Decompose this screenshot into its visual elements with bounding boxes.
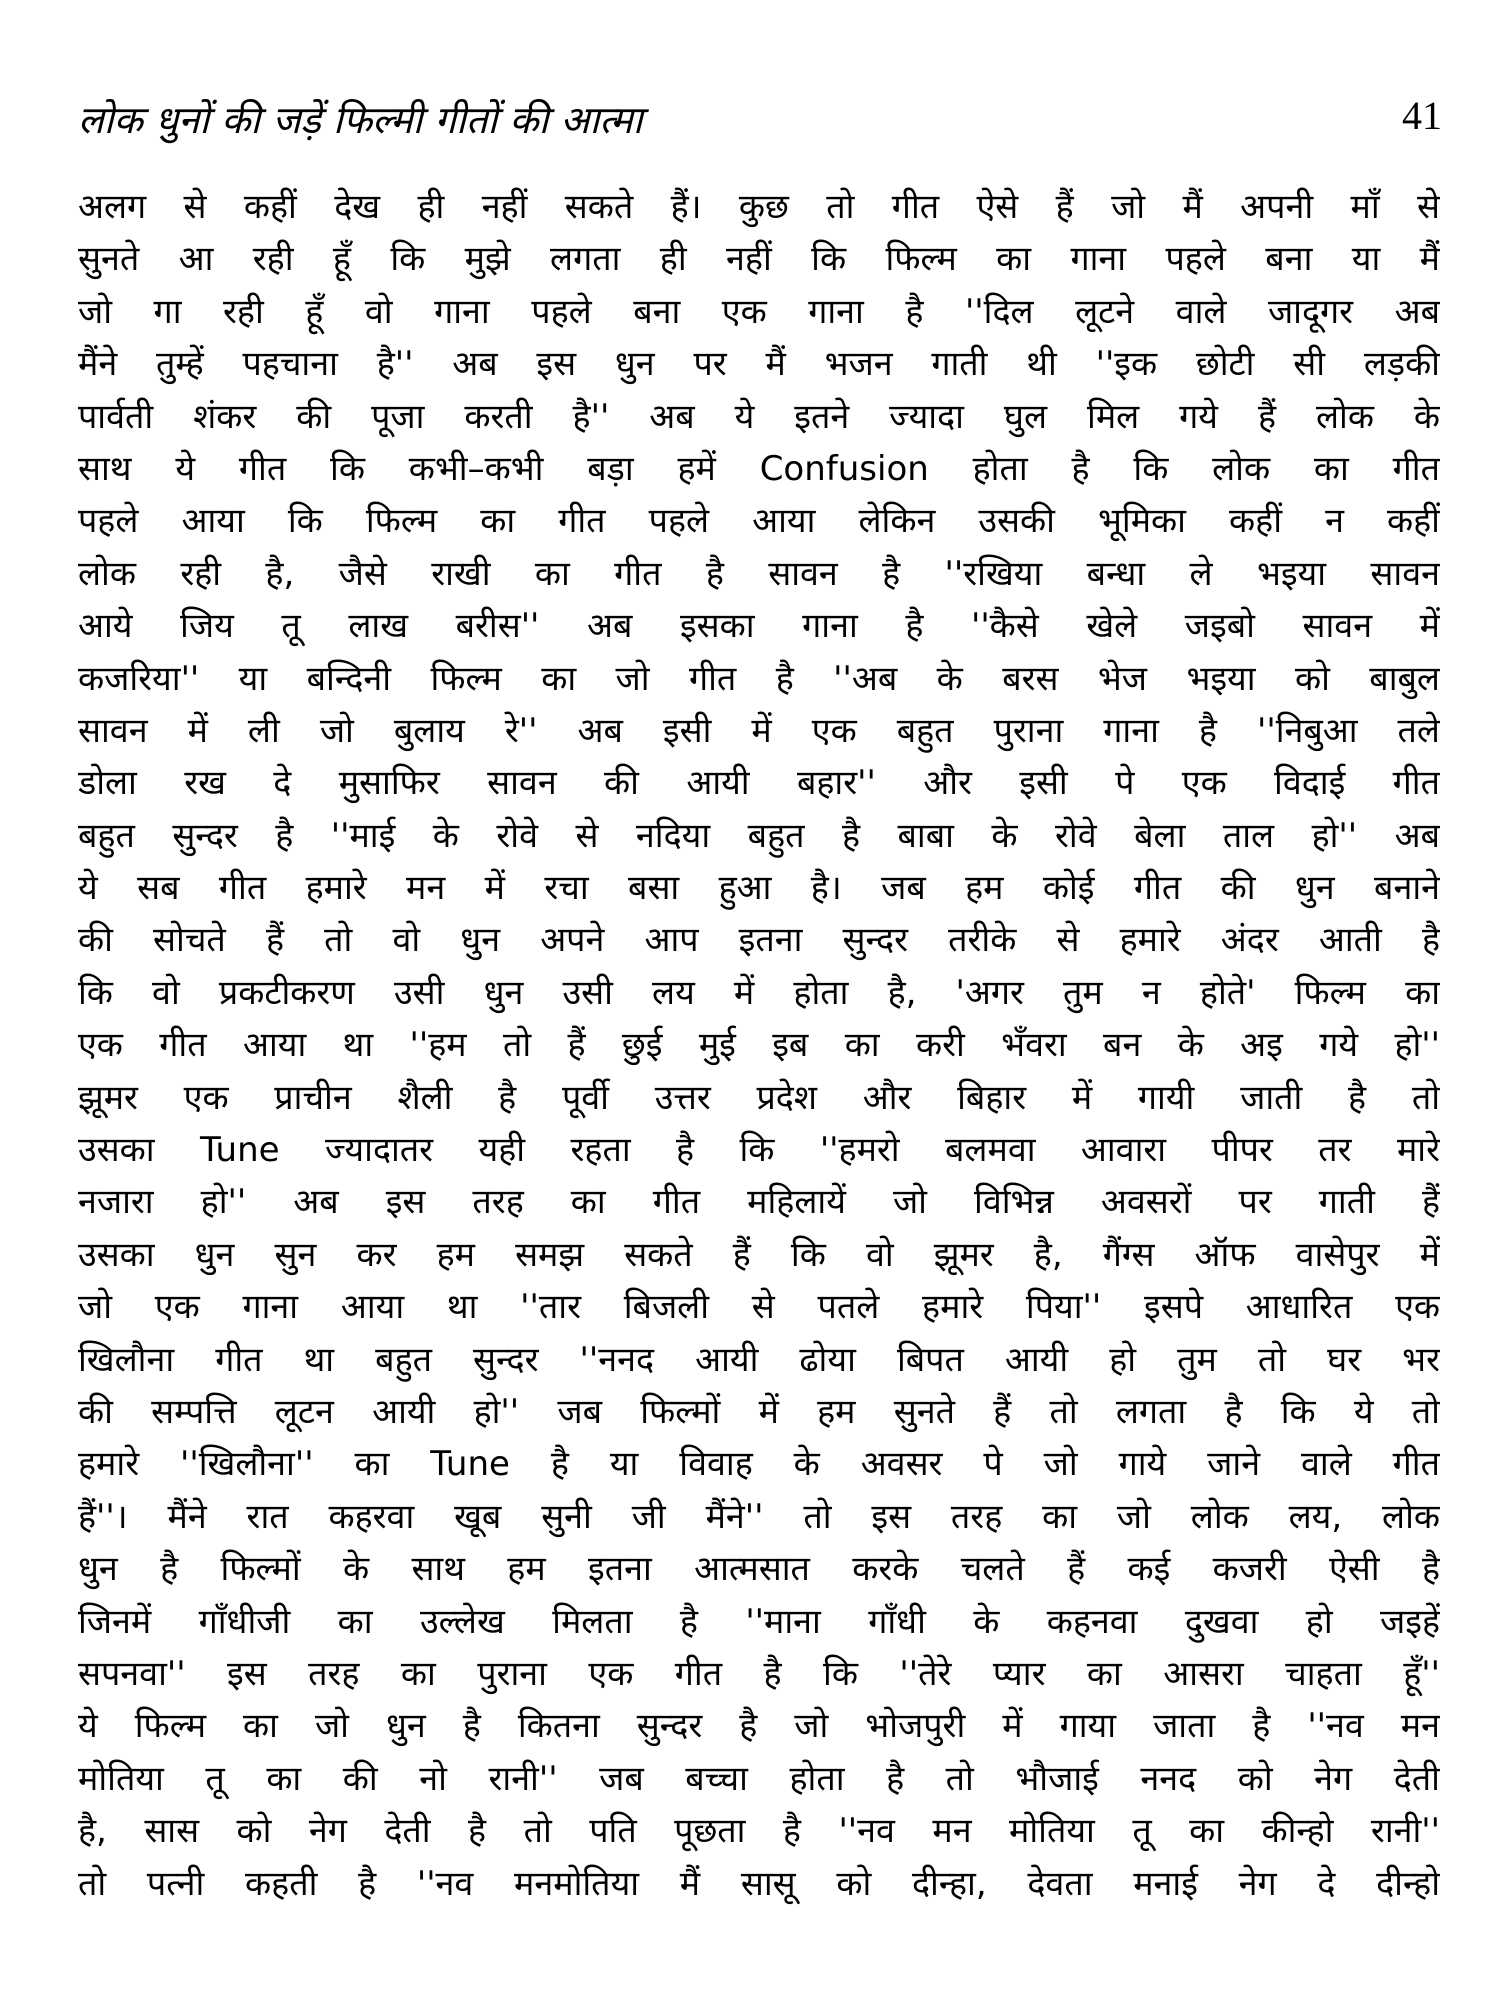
page-number: 41 — [1402, 93, 1442, 138]
text-line: डोला रख दे मुसाफिर सावन की आयी बहार'' और इसी पे एक विदाई गीत — [78, 763, 1440, 804]
text-line: सावन में ली जो बुलाय रे'' अब इसी में एक बहुत पुराना गाना है ''निबुआ तले — [78, 710, 1440, 751]
text-line: अलग से कहीं देख ही नहीं सकते हैं। कुछ तो गीत ऐसे हैं जो मैं अपनी माँ से — [78, 187, 1440, 227]
text-line: पार्वती शंकर की पूजा करती है'' अब ये इतने ज्यादा घुल मिल गये हैं लोक के — [78, 396, 1440, 437]
text-line: मैंने तुम्हें पहचाना है'' अब इस धुन पर मैं भजन गाती थी ''इक छोटी सी लड़की — [78, 344, 1440, 385]
text-line: पहले आया कि फिल्म का गीत पहले आया लेकिन उसकी भूमिका कहीं न कहीं — [78, 501, 1440, 542]
text-line: साथ ये गीत कि कभी–कभी बड़ा हमें Confusion होता है कि लोक का गीत — [78, 448, 1440, 489]
text-line: कि वो प्रकटीकरण उसी धुन उसी लय में होता है, 'अगर तुम न होते' फिल्म का — [78, 972, 1440, 1013]
text-line: हमारे ''खिलौना'' का Tune है या विवाह के अवसर पे जो गाये जाने वाले गीत — [78, 1444, 1440, 1485]
text-line: जिनमें गाँधीजी का उल्लेख मिलता है ''माना गाँधी के कहनवा दुखवा हो जइहें — [78, 1601, 1440, 1642]
text-line: मोतिया तू का की नो रानी'' जब बच्चा होता है तो भौजाई ननद को नेग देती — [78, 1758, 1440, 1799]
text-line: सुनते आ रही हूँ कि मुझे लगता ही नहीं कि फिल्म का गाना पहले बना या मैं — [78, 239, 1440, 280]
text-line: कजरिया'' या बन्दिनी फिल्म का जो गीत है ''अब के बरस भेज भइया को बाबुल — [78, 658, 1440, 699]
text-line: एक गीत आया था ''हम तो हैं छुई मुई इब का करी भँवरा बन के अइ गये हो'' — [78, 1025, 1440, 1066]
text-line: उसका धुन सुन कर हम समझ सकते हैं कि वो झूमर है, गैंग्स ऑफ वासेपुर में — [78, 1234, 1440, 1275]
text-line: धुन है फिल्मों के साथ हम इतना आत्मसात करके चलते हैं कई कजरी ऐसी है — [78, 1549, 1440, 1590]
text-line: आये जिय तू लाख बरीस'' अब इसका गाना है ''कैसे खेले जइबो सावन में — [78, 606, 1440, 647]
text-line: झूमर एक प्राचीन शैली है पूर्वी उत्तर प्रदेश और बिहार में गायी जाती है तो — [78, 1077, 1440, 1118]
text-line: तो पत्नी कहती है ''नव मनमोतिया मैं सासू को दीन्हा, देवता मनाई नेग दे दीन्हो — [78, 1863, 1440, 1904]
text-line: बहुत सुन्दर है ''माई के रोवे से नदिया बहुत है बाबा के रोवे बेला ताल हो'' अब — [78, 815, 1440, 856]
text-line: की सोचते हैं तो वो धुन अपने आप इतना सुन्दर तरीके से हमारे अंदर आती है — [78, 920, 1440, 961]
text-line: उसका Tune ज्यादातर यही रहता है कि ''हमरो बलमवा आवारा पीपर तर मारे — [78, 1130, 1440, 1171]
text-line: है, सास को नेग देती है तो पति पूछता है ''नव मन मोतिया तू का कीन्हो रानी'' — [78, 1811, 1440, 1852]
text-line: नजारा हो'' अब इस तरह का गीत महिलायें जो विभिन्न अवसरों पर गाती हैं — [78, 1182, 1440, 1223]
text-line: हैं''। मैंने रात कहरवा खूब सुनी जी मैंने'' तो इस तरह का जो लोक लय, लोक — [78, 1496, 1440, 1537]
text-line: जो गा रही हूँ वो गाना पहले बना एक गाना है ''दिल लूटने वाले जादूगर अब — [78, 291, 1440, 332]
body-text — [78, 181, 1440, 1910]
text-line: की सम्पत्ति लूटन आयी हो'' जब फिल्मों में हम सुनते हैं तो लगता है कि ये तो — [78, 1391, 1440, 1432]
text-line: जो एक गाना आया था ''तार बिजली से पतले हमारे पिया'' इसपे आधारित एक — [78, 1287, 1440, 1328]
text-line: सपनवा'' इस तरह का पुराना एक गीत है कि ''तेरे प्यार का आसरा चाहता हूँ'' — [78, 1653, 1440, 1694]
text-line: खिलौना गीत था बहुत सुन्दर ''ननद आयी ढोया बिपत आयी हो तुम तो घर भर — [78, 1339, 1440, 1380]
text-line: लोक रही है, जैसे राखी का गीत है सावन है ''रखिया बन्धा ले भइया सावन — [78, 553, 1440, 594]
text-line: ये सब गीत हमारे मन में रचा बसा हुआ है। जब हम कोई गीत की धुन बनाने — [78, 868, 1440, 909]
running-title: लोक धुनों की जड़ें फिल्मी गीतों की आत्मा — [78, 98, 643, 142]
text-line: ये फिल्म का जो धुन है कितना सुन्दर है जो भोजपुरी में गाया जाता है ''नव मन — [78, 1706, 1440, 1747]
